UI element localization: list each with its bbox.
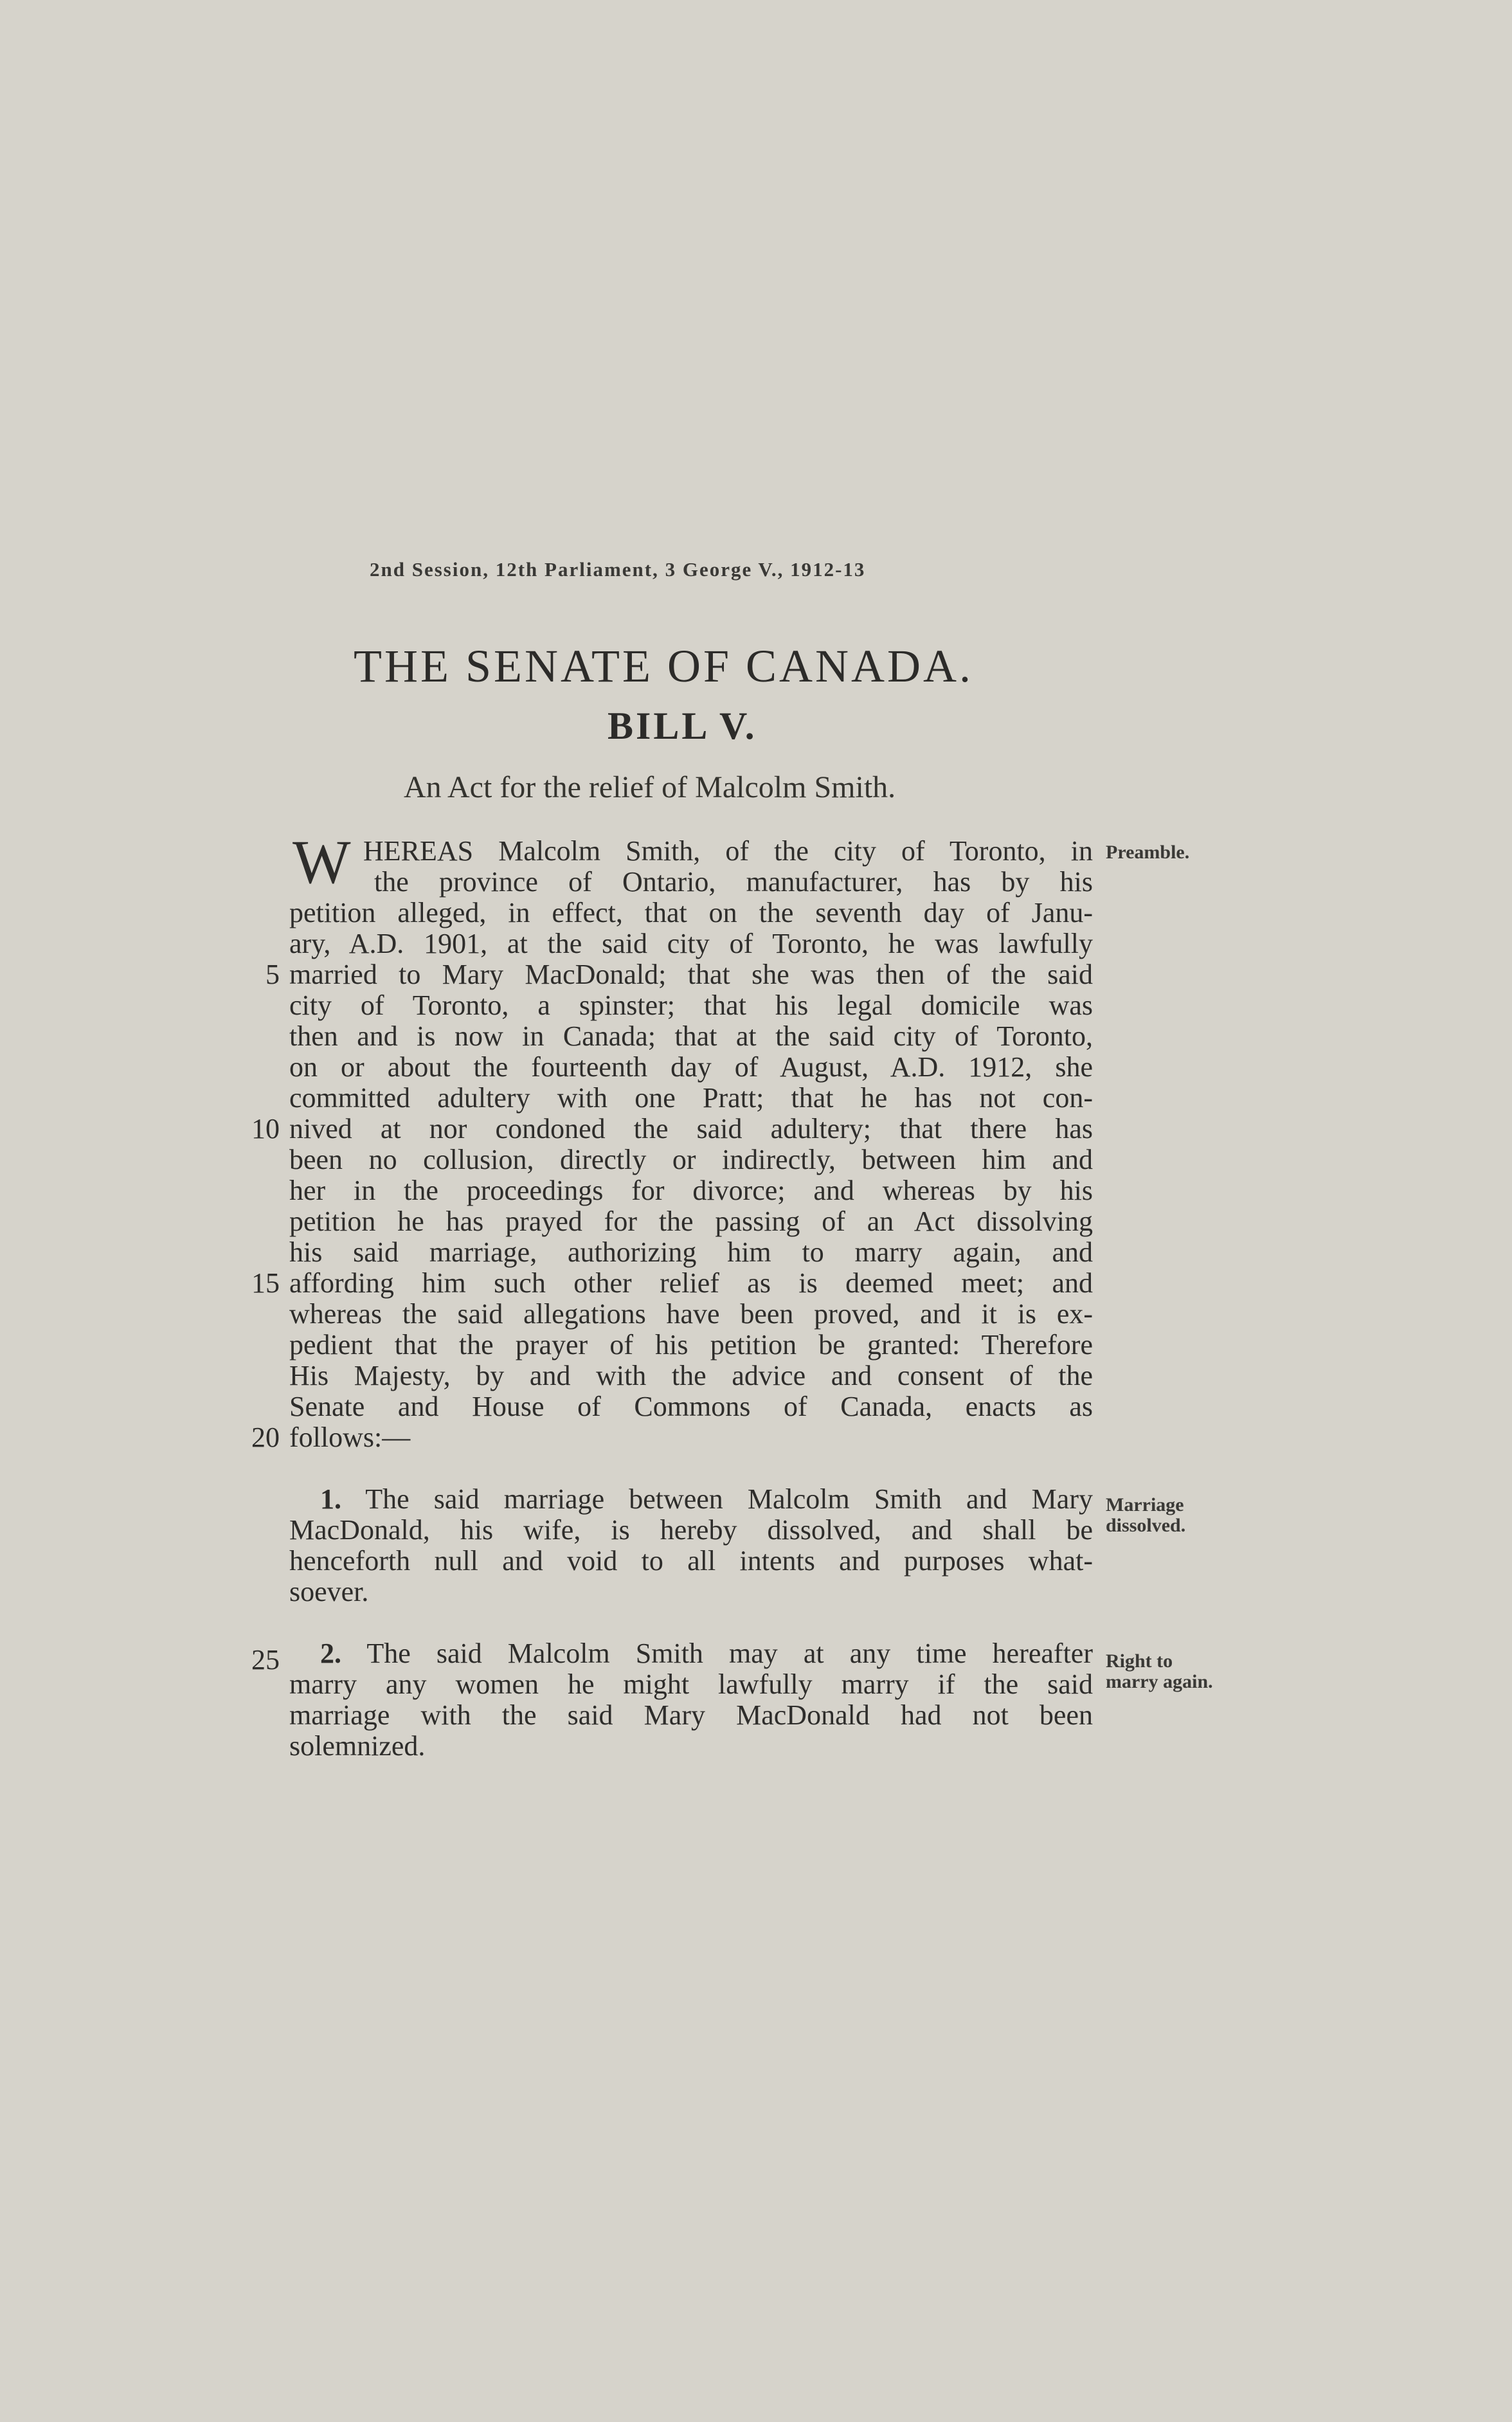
margin-note-section-1 xyxy=(1106,1495,1266,1536)
section-2-line xyxy=(320,1638,1093,1669)
line-number: 5 xyxy=(266,959,280,990)
margin-note-section-2 xyxy=(1106,1651,1266,1692)
section-1-line xyxy=(320,1484,1093,1515)
preamble-line: then and is now in Canada; that at the said city of Toronto, xyxy=(289,1020,1093,1052)
line-number: 25 xyxy=(251,1644,280,1676)
preamble-line: Senate and House of Commons of Canada, enacts as xyxy=(289,1391,1093,1422)
preamble-line: committed adultery with one Pratt; that he has not con- xyxy=(289,1082,1093,1114)
drop-cap: W xyxy=(292,827,351,896)
document-title: THE SENATE OF CANADA. xyxy=(354,640,973,692)
line-number: 20 xyxy=(251,1422,280,1453)
preamble-line: nived at nor condoned the said adultery; that there has xyxy=(289,1113,1093,1144)
preamble-line: pedient that the prayer of his petition be granted: Therefore xyxy=(289,1329,1093,1360)
preamble-line: His Majesty, by and with the advice and consent of the xyxy=(289,1360,1093,1391)
act-subtitle: An Act for the relief of Malcolm Smith. xyxy=(404,770,896,804)
section-1-number: 1. xyxy=(320,1483,341,1515)
line-number: 15 xyxy=(251,1267,280,1299)
preamble-line: been no collusion, directly or indirectly, between him and xyxy=(289,1144,1093,1175)
section-2-text: The said Malcolm Smith may at any time hereafter xyxy=(366,1638,1093,1669)
preamble-line: ary, A.D. 1901, at the said city of Toronto, he was lawfully xyxy=(289,928,1093,959)
line-number: 10 xyxy=(251,1113,280,1144)
margin-note-line: marry again. xyxy=(1106,1671,1213,1692)
margin-note-line: Right to xyxy=(1106,1650,1173,1672)
preamble-line: his said marriage, authorizing him to marry again, and xyxy=(289,1236,1093,1268)
preamble-line: petition alleged, in effect, that on the seventh day of Janu- xyxy=(289,897,1093,928)
preamble-line: petition he has prayed for the passing of an Act dissolving xyxy=(289,1206,1093,1237)
section-2-number: 2. xyxy=(320,1638,341,1669)
bill-number: BILL V. xyxy=(608,705,757,747)
section-1-line: soever. xyxy=(289,1576,369,1607)
preamble-line: affording him such other relief as is deemed meet; and xyxy=(289,1267,1093,1299)
preamble-line: follows:— xyxy=(289,1422,411,1453)
preamble-line: her in the proceedings for divorce; and whereas by his xyxy=(289,1175,1093,1206)
preamble-line: whereas the said allegations have been proved, and it is ex- xyxy=(289,1298,1093,1330)
section-2-line: solemnized. xyxy=(289,1730,426,1762)
section-1-line: henceforth null and void to all intents and purposes what- xyxy=(289,1545,1093,1577)
preamble-line: city of Toronto, a spinster; that his legal domicile was xyxy=(289,990,1093,1021)
preamble-line: HEREAS Malcolm Smith, of the city of Toronto, in xyxy=(363,835,1093,867)
section-2-line: marriage with the said Mary MacDonald had not been xyxy=(289,1699,1093,1731)
margin-note-preamble: Preamble. xyxy=(1106,842,1190,863)
section-2-line: marry any women he might lawfully marry if the said xyxy=(289,1668,1093,1700)
preamble-line: married to Mary MacDonald; that she was then of the said xyxy=(289,959,1093,990)
section-1-text: The said marriage between Malcolm Smith and Mary xyxy=(365,1483,1093,1515)
margin-note-line: dissolved. xyxy=(1106,1515,1186,1536)
margin-note-line: Marriage xyxy=(1106,1494,1184,1515)
session-header: 2nd Session, 12th Parliament, 3 George V., 1912-13 xyxy=(370,558,866,581)
preamble-line: the province of Ontario, manufacturer, has by his xyxy=(374,866,1093,898)
preamble-line: on or about the fourteenth day of August, A.D. 1912, she xyxy=(289,1051,1093,1083)
section-1-line: MacDonald, his wife, is hereby dissolved, and shall be xyxy=(289,1514,1093,1546)
